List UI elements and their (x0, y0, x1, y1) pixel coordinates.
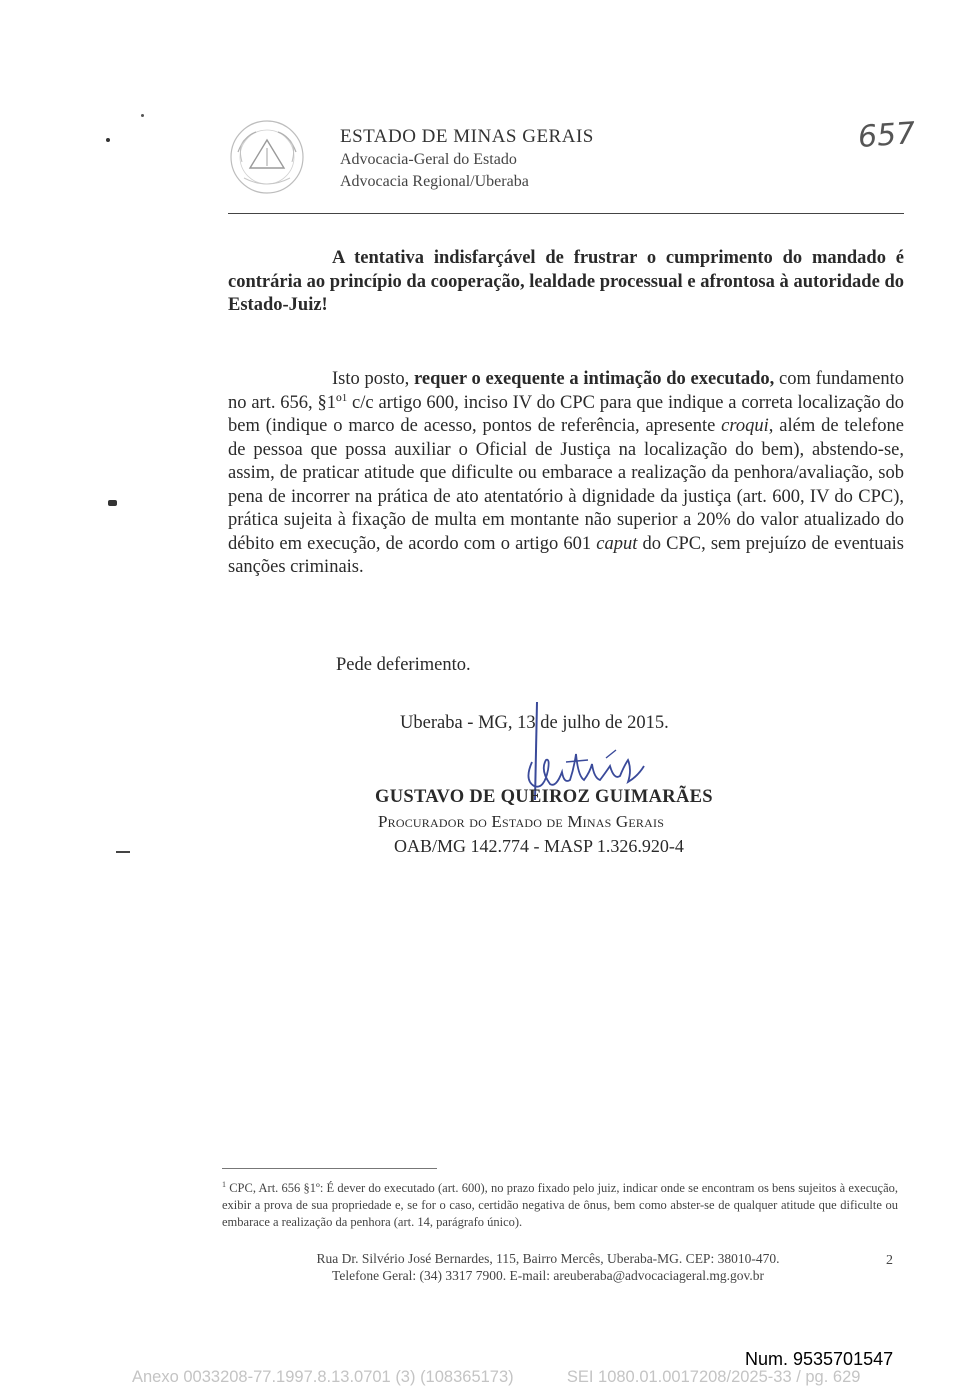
page-number: 2 (886, 1253, 893, 1268)
signatory-role: Procurador do Estado de Minas Gerais (378, 812, 665, 831)
footer-contact: Telefone Geral: (34) 3317 7900. E-mail: areuberaba@advocaciageral.mg.gov.br (332, 1268, 764, 1283)
signatory-name: GUSTAVO DE QUEIROZ GUIMARÃES (375, 787, 713, 807)
caput-term: caput (596, 533, 638, 554)
margin-mark (108, 500, 117, 506)
footer-address: Rua Dr. Silvério José Bernardes, 115, Bairro Mercês, Uberaba-MG. CEP: 38010-470. (316, 1251, 780, 1266)
header-subtitle-office: Advocacia Regional/Uberaba (340, 173, 529, 190)
annex-reference: Anexo 0033208-77.1997.8.13.0701 (3) (108365173) (132, 1368, 514, 1386)
sei-reference: SEI 1080.01.0017208/2025-33 / pg. 629 (566, 1368, 861, 1386)
header-subtitle-agency: Advocacia-Geral do Estado (340, 151, 517, 168)
header-title: ESTADO DE MINAS GERAIS (340, 126, 594, 147)
handwritten-page-number: 657 (856, 116, 917, 155)
footnote-divider (222, 1168, 437, 1169)
footnote: $^1$ CPC, Art. 656 §1º: É dever do executado (art. 600), no prazo fixado pelo juiz, indicar onde se encontram os bens sujeitos à execução, exibir a prova de sua propriedade e, se for o caso, certidão negativa de ônus, bem como abster-se de qualquer atitude que dificulte ou embarace a realização da penhora (art. 14, parágrafo único). (222, 1179, 898, 1229)
margin-mark (106, 138, 110, 142)
closing-request: Pede deferimento. (336, 655, 471, 675)
margin-mark (141, 114, 144, 117)
annex-stamp (132, 1368, 861, 1387)
footnote-ref: 1 (341, 391, 348, 404)
request-emphasis: requer o exequente a intimação do executado, (413, 369, 775, 389)
footnote-mark: 1 (222, 1179, 226, 1189)
document-number: Num. 9535701547 (745, 1349, 894, 1369)
paragraph-cooperation: A tentativa indisfarçável de frustrar o cumprimento do mandado é contrária ao princípio da cooperação, lealdade processual e afrontosa à autoridade do Estado-Juiz! (228, 248, 904, 315)
margin-mark (116, 851, 130, 853)
croqui-term: croqui (721, 416, 769, 436)
signatory-registration: OAB/MG 142.774 - MASP 1.326.920-4 (394, 836, 684, 856)
header-divider (228, 213, 904, 214)
state-coat-of-arms-icon (228, 118, 306, 196)
paragraph-request: Isto posto, requer o exequente a intimação do executado, com fundamento no art. 656, §1º$^1$ c/c artigo 600, inciso IV do CPC para que indique a correta localização do bem (indique o marco de acesso, pontos de referência, apresente croqui, além de telefone de pessoa que possa auxiliar o Oficial de Justiça na localização do bem), abstendo-se, assim, de praticar atitude que dificulte ou embarace a realização da penhora/avaliação, sob pena de incorrer na prática de ato atentatório à dignidade da justiça (art. 600, IV do CPC), prática sujeita à fixação de multa em montante não superior a 20% do valor atualizado do débito em execução, de acordo com o artigo 601 caput do CPC, sem prejuízo de eventuais sanções criminais. (228, 369, 905, 577)
date-line: Uberaba - MG, 13 de julho de 2015. (400, 713, 669, 733)
